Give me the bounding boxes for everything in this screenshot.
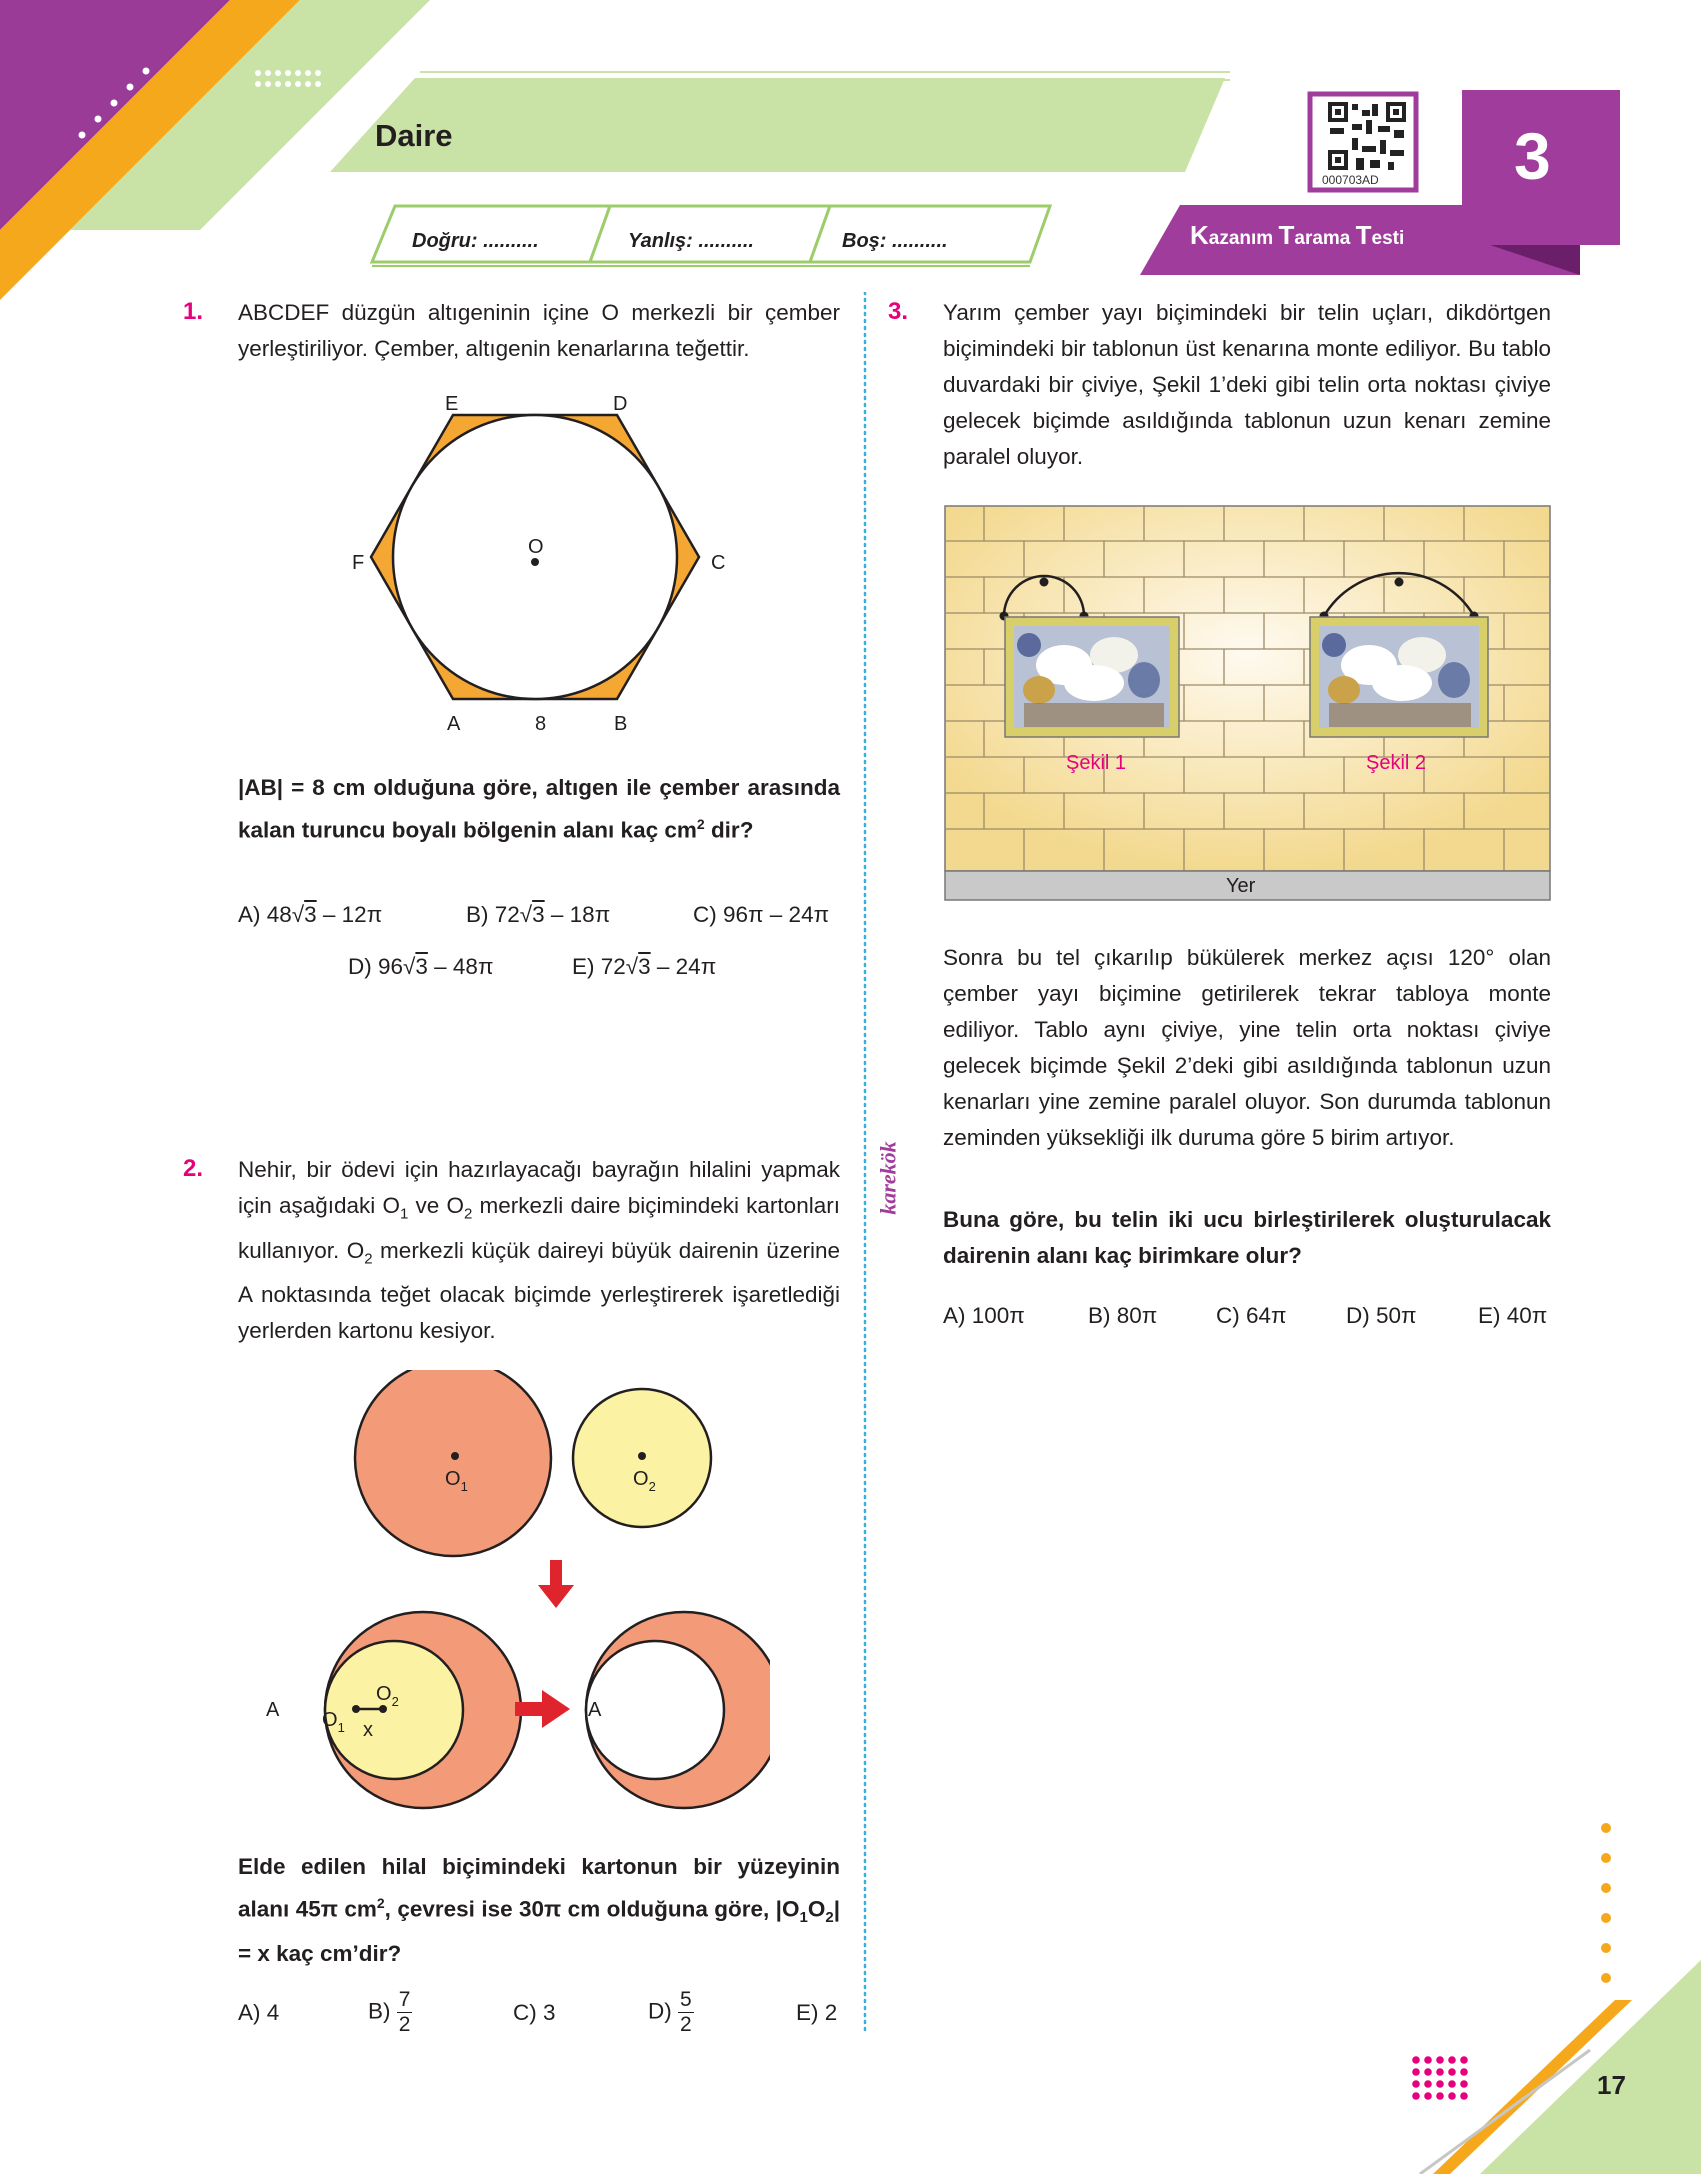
q1-option-b[interactable]: B) 72√3 – 18π [466,902,611,927]
q1-option-d[interactable]: D) 96√3 – 48π [348,954,494,979]
q1-text: ABCDEF düzgün altıgeninin içine O merkezli bir çember yerleştiriliyor. Çember, altıgenin kenarlarına teğettir. [238,300,840,361]
svg-text:A: A [588,1699,602,1721]
q1-option-c[interactable]: C) 96π – 24π [693,902,830,927]
q2-figure [250,1370,770,1830]
q3-text-2: Sonra bu tel çıkarılıp bükülerek merkez açısı 120° olan çember yayı biçimine getirilerek tekrar tabloya monte ediliyor. Tablo aynı çiviye, yine telin orta noktası çiviye gelecek biçimde Şekil 2’deki gibi asıldığında tablonun uzun kenarları yine zemine paralel oluyor. Son durumda tablonun zeminden yüksekliği ilk duruma göre 5 birim artıyor. [943,945,1551,1150]
q1-question: |AB| = 8 cm olduğuna göre, altıgen ile çember arasında kalan turuncu boyalı bölgenin alanı kaç $cm^2$ dir? [238,775,840,843]
title-banner [330,78,1225,172]
svg-text:O2: $O_2$ [376,1683,399,1709]
q1-option-e[interactable]: E) 72√3 – 24π [572,954,717,979]
q2-number: 2. [183,1155,204,1182]
q1-option-a[interactable]: A) 48√3 – 12π [238,902,383,927]
label-f: F [352,552,365,574]
page-title: Daire [375,118,453,153]
label-a: A [447,713,461,735]
ground-label: Yer [1226,875,1256,897]
label-e: E [445,393,459,415]
q3-number: 3. [888,298,909,325]
q2-option-e[interactable]: E) 2 [796,2000,838,2025]
label-o: O [528,536,544,558]
q1-number: 1. [183,298,204,325]
svg-text:O1: $O_1$ [445,1468,468,1494]
q3-text: Yarım çember yayı biçimindeki bir telin uçları, dikdörtgen biçimindeki bir tablonun üst kenarına monte ediliyor. Bu tablo duvardaki bir çiviye, Şekil 1’deki gibi telin orta noktası çiviye gelecek biçimde asıldığında tablonun uzun kenarı zemine paralel oluyor. [943,300,1551,469]
test-type-label: Kazanım Tarama Testi [1190,220,1405,250]
q2-option-a[interactable]: A) 4 [238,2000,280,2025]
footer-decoration [1380,1810,1701,2174]
label-b: B [614,713,628,735]
svg-text:A: A [266,1699,280,1721]
q3-option-c[interactable]: C) 64π [1216,1303,1287,1328]
q3-option-a[interactable]: A) 100π [943,1303,1025,1328]
label-side-length: 8 [535,713,547,735]
svg-text:O1: $O_1$ [322,1709,345,1735]
side-label: karekök [876,1137,902,1218]
right-arrow-icon [515,1690,570,1728]
qr-code-label: 000703AD [1322,173,1379,187]
q1-hexagon-figure [340,385,740,745]
figure-2-label: Şekil 2 [1366,752,1427,774]
correct-count: Doğru: .......... [412,230,539,252]
q3-option-b[interactable]: B) 80π [1088,1303,1158,1328]
svg-text:O2: $O_2$ [633,1468,656,1494]
q3-question: Buna göre, bu telin iki ucu birleştirilerek oluşturulacak dairenin alanı kaç birimkare olur? [943,1207,1551,1268]
label-c: C [711,552,726,574]
q3-option-d[interactable]: D) 50π [1346,1303,1417,1328]
label-d: D [613,393,628,415]
q3-wall-figure [944,505,1552,901]
q2-text: Nehir, bir ödevi için hazırlayacağı bayrağın hilalini yapmak için aşağıdaki $O_1$ ve $O_2$ merkezli daire biçimindeki kartonları kullanıyor. $O_2$ merkezli küçük daireyi büyük dairenin üzerine A noktasında teğet olacak biçimde yerleştirerek işaretlediği yerlerden kartonu kesiyor. [238,1157,841,1343]
page-number: 17 [1597,2070,1626,2100]
test-number: 3 [1514,119,1551,193]
q3-option-e[interactable]: E) 40π [1478,1303,1548,1328]
q2-option-b[interactable]: B) $\frac{7}{2}$ [368,1988,411,2036]
q2-question: Elde edilen hilal biçimindeki kartonun bir yüzeyinin alanı 45π $cm^2$, çevresi ise 30π cm olduğuna göre, $|O_1O_2| = x$ kaç cm’dir? [238,1854,840,1966]
q2-option-c[interactable]: C) 3 [513,2000,556,2025]
down-arrow-icon [538,1560,574,1608]
wrong-count: Yanlış: .......... [628,230,754,252]
q2-option-d[interactable]: D) $\frac{5}{2}$ [648,1988,692,2036]
blank-count: Boş: .......... [842,230,948,252]
svg-text:x: x [363,1719,373,1741]
figure-1-label: Şekil 1 [1066,752,1127,774]
header-decoration [0,0,1701,320]
column-divider [858,292,872,2052]
